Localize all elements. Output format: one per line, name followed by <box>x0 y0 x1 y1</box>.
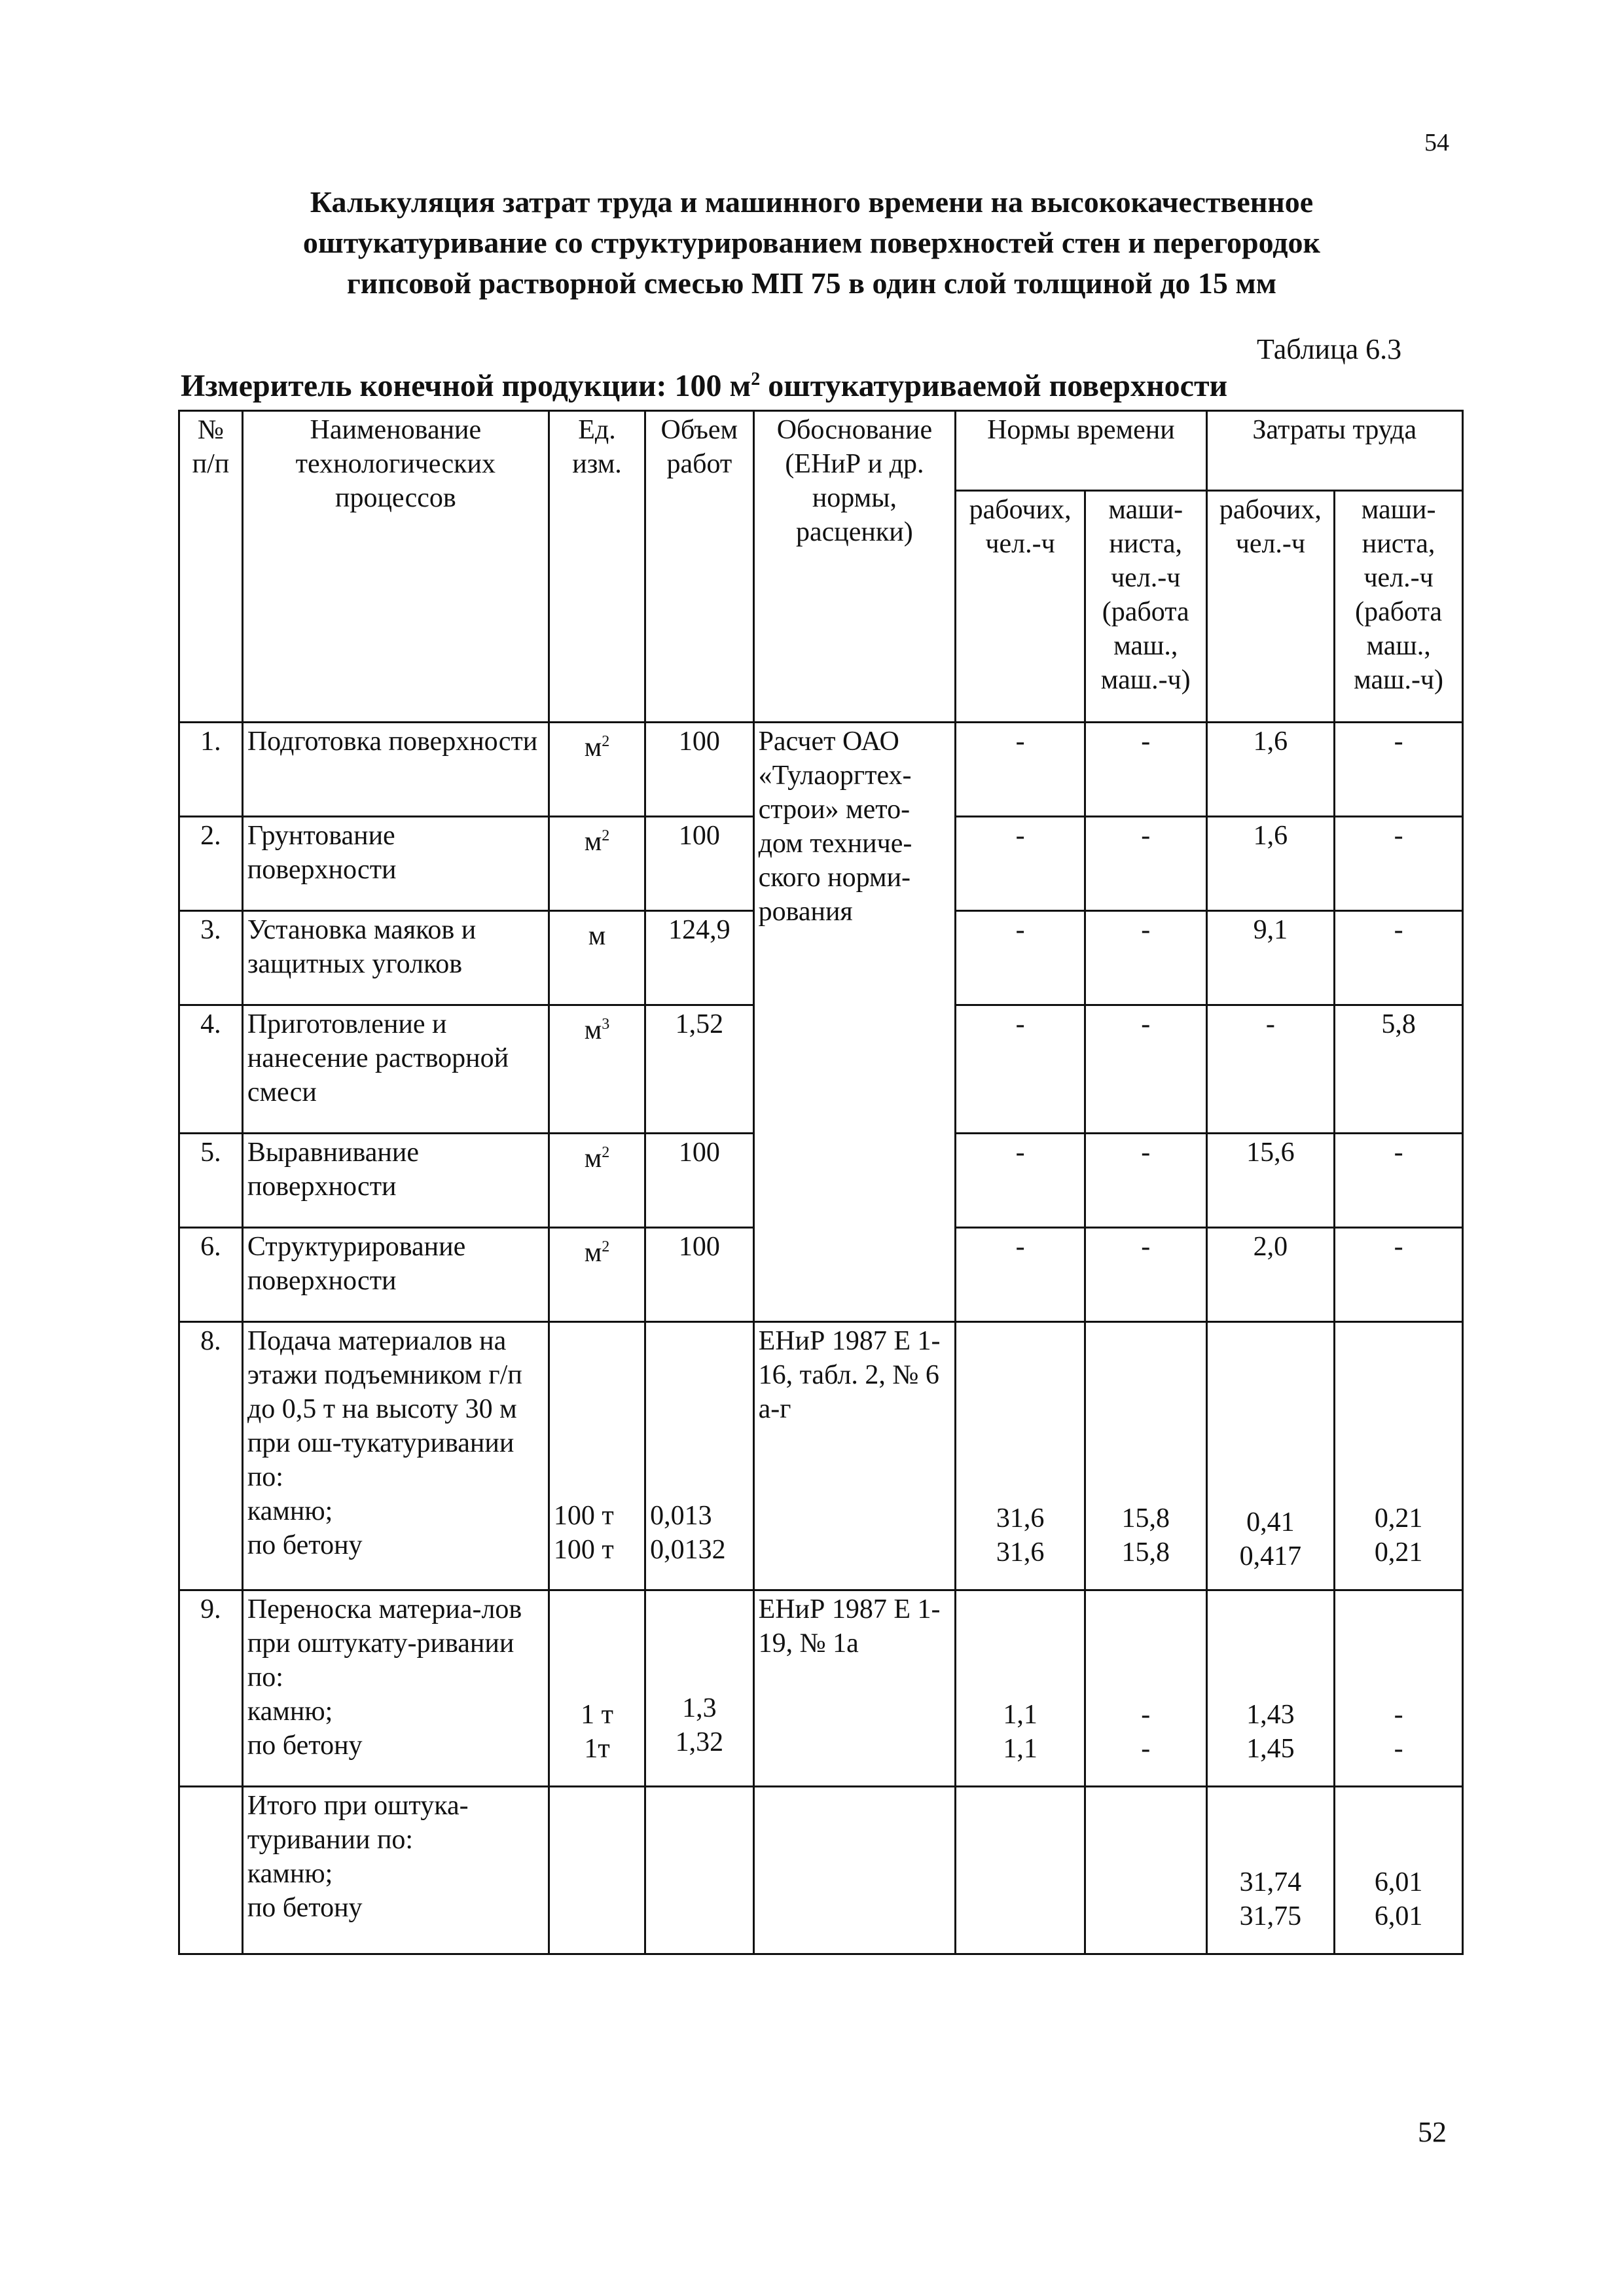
tw-b: 31,6 <box>996 1537 1045 1568</box>
unit-sup: 2 <box>602 827 610 844</box>
row-num: 9. <box>179 1590 243 1787</box>
lm-b: - <box>1394 1734 1403 1764</box>
row-volume: 1,52 <box>645 1005 753 1134</box>
row-name: Приготовление и нанесение растворной смеси <box>242 1005 549 1134</box>
row-basis-shared: Расчет ОАО «Тулаоргтех-строи» мето-дом техниче-ского норми-рования <box>753 723 956 1322</box>
row-name-a: камню; <box>247 1496 333 1526</box>
row-labor-workers: 15,6 <box>1206 1134 1335 1228</box>
row-time-workers: - <box>956 723 1085 817</box>
lw-b: 1,45 <box>1246 1734 1295 1764</box>
row-time-workers: - <box>956 1228 1085 1322</box>
row-labor-workers <box>1206 1322 1335 1590</box>
tw-b: 1,1 <box>1003 1734 1038 1764</box>
row-labor-machinist: - <box>1335 1134 1463 1228</box>
row-name: Грунтование поверхности <box>242 817 549 911</box>
row-time-machinist: - <box>1085 817 1206 911</box>
tm-b: 15,8 <box>1121 1537 1170 1568</box>
unit-b: 1т <box>584 1734 610 1764</box>
row-time-workers: - <box>956 817 1085 911</box>
unit-a: 100 т <box>553 1501 614 1531</box>
row-num: 8. <box>179 1322 243 1590</box>
row-name: Выравнивание поверхности <box>242 1134 549 1228</box>
total-volume <box>645 1787 753 1954</box>
unit-a: 1 т <box>581 1700 613 1730</box>
unit-text: м <box>584 1238 602 1268</box>
row-time-workers: - <box>956 911 1085 1005</box>
row-time-machinist <box>1085 1322 1206 1590</box>
row-name-b: по бетону <box>247 1731 363 1761</box>
row-volume: 100 <box>645 1134 753 1228</box>
row-time-workers <box>956 1322 1085 1590</box>
measure-sup: 2 <box>751 369 761 389</box>
header-basis: Обоснование (ЕНиР и др. нормы, расценки) <box>753 411 956 723</box>
unit-text: м <box>584 827 602 857</box>
lw-a: 31,74 <box>1239 1867 1302 1897</box>
vol-a: 1,3 <box>682 1693 717 1723</box>
labor-cost-table <box>178 410 1464 1955</box>
row-labor-machinist: - <box>1335 817 1463 911</box>
measure-prefix: Измеритель конечной продукции: 100 м <box>181 368 751 403</box>
row-name-b: по бетону <box>247 1530 363 1560</box>
row-labor-machinist <box>1335 1590 1463 1787</box>
row-unit <box>549 1005 645 1134</box>
header-name: Наименование технологических процессов <box>242 411 549 723</box>
row-labor-machinist <box>1335 1322 1463 1590</box>
measure-line <box>181 368 1227 404</box>
row-num: 5. <box>179 1134 243 1228</box>
tw-a: 1,1 <box>1003 1700 1038 1730</box>
row-labor-machinist: - <box>1335 1228 1463 1322</box>
lm-b: 6,01 <box>1374 1901 1423 1931</box>
total-time-workers <box>956 1787 1085 1954</box>
row-num: 4. <box>179 1005 243 1134</box>
tm-a: 15,8 <box>1121 1503 1170 1534</box>
row-volume <box>645 1322 753 1590</box>
header-time-norms: Нормы времени <box>956 411 1206 491</box>
lm-a: 6,01 <box>1374 1867 1423 1897</box>
row-num: 1. <box>179 723 243 817</box>
unit-sup: 2 <box>602 1144 610 1161</box>
row-time-workers: - <box>956 1134 1085 1228</box>
header-time-workers: рабочих, чел.-ч <box>956 491 1085 723</box>
table-label: Таблица 6.3 <box>1257 333 1402 365</box>
row-labor-machinist: - <box>1335 911 1463 1005</box>
total-unit <box>549 1787 645 1954</box>
lw-a: 0,41 <box>1246 1507 1295 1537</box>
total-name-b: по бетону <box>247 1893 363 1923</box>
row-labor-workers <box>1206 1590 1335 1787</box>
row-time-machinist <box>1085 1590 1206 1787</box>
page-number-top: 54 <box>1424 129 1449 156</box>
header-time-machinist: маши-ниста, чел.-ч (работа маш., маш.-ч) <box>1085 491 1206 723</box>
row-volume <box>645 1590 753 1787</box>
row-name-a: камню; <box>247 1696 333 1727</box>
row-unit <box>549 1134 645 1228</box>
row-name: Подготовка поверхности <box>242 723 549 817</box>
page-number-bottom: 52 <box>1418 2116 1447 2148</box>
row-num: 6. <box>179 1228 243 1322</box>
row-time-machinist: - <box>1085 1228 1206 1322</box>
total-num <box>179 1787 243 1954</box>
lm-a: - <box>1394 1700 1403 1730</box>
unit-sup: 2 <box>602 733 610 750</box>
unit-text: м <box>584 732 602 762</box>
row-name <box>242 1322 549 1590</box>
tm-a: - <box>1141 1700 1151 1730</box>
lw-b: 31,75 <box>1239 1901 1302 1931</box>
document-title <box>170 182 1453 304</box>
measure-suffix: оштукатуриваемой поверхности <box>760 368 1228 403</box>
row-unit <box>549 1322 645 1590</box>
table-row-8 <box>179 1322 1463 1590</box>
title-line-2: оштукатуривание со структурированием поверхностей стен и перегородок <box>302 226 1321 259</box>
unit-sup: 2 <box>602 1238 610 1255</box>
row-name-head: Переноска материа-лов при оштукату-ривании по: <box>247 1594 522 1693</box>
unit-sup: 3 <box>602 1016 610 1033</box>
row-num: 3. <box>179 911 243 1005</box>
row-name <box>242 1590 549 1787</box>
row-volume: 100 <box>645 1228 753 1322</box>
lm-a: 0,21 <box>1374 1503 1423 1534</box>
tm-b: - <box>1141 1734 1151 1764</box>
header-unit: Ед. изм. <box>549 411 645 723</box>
row-labor-workers: 9,1 <box>1206 911 1335 1005</box>
total-time-machinist <box>1085 1787 1206 1954</box>
row-labor-machinist: - <box>1335 723 1463 817</box>
row-labor-workers: 1,6 <box>1206 723 1335 817</box>
unit-b: 100 т <box>553 1535 614 1565</box>
row-name-head: Подача материалов на этажи подъемником г/п до 0,5 т на высоту 30 м при ош-тукатуривании по: <box>247 1326 522 1492</box>
row-volume: 100 <box>645 817 753 911</box>
total-labor-workers <box>1206 1787 1335 1954</box>
total-basis <box>753 1787 956 1954</box>
lw-b: 0,417 <box>1239 1541 1302 1571</box>
total-name-a: камню; <box>247 1859 333 1889</box>
header-labor-workers: рабочих, чел.-ч <box>1206 491 1335 723</box>
row-labor-workers: - <box>1206 1005 1335 1134</box>
row-basis: ЕНиР 1987 Е 1-16, табл. 2, № 6 а-г <box>753 1322 956 1590</box>
row-time-workers: - <box>956 1005 1085 1134</box>
row-unit <box>549 1590 645 1787</box>
title-line-3: гипсовой растворной смесью МП 75 в один слой толщиной до 15 мм <box>346 266 1277 300</box>
row-unit <box>549 723 645 817</box>
title-line-1: Калькуляция затрат труда и машинного времени на высококачественное <box>310 185 1314 219</box>
row-unit <box>549 817 645 911</box>
row-labor-workers: 1,6 <box>1206 817 1335 911</box>
row-unit <box>549 911 645 1005</box>
tw-a: 31,6 <box>996 1503 1045 1534</box>
row-name: Установка маяков и защитных уголков <box>242 911 549 1005</box>
row-labor-machinist: 5,8 <box>1335 1005 1463 1134</box>
row-time-machinist: - <box>1085 1134 1206 1228</box>
vol-b: 1,32 <box>675 1727 724 1757</box>
vol-b: 0,0132 <box>650 1535 726 1565</box>
lm-b: 0,21 <box>1374 1537 1423 1568</box>
table-row-9 <box>179 1590 1463 1787</box>
unit-text: м <box>584 1015 602 1045</box>
row-labor-workers: 2,0 <box>1206 1228 1335 1322</box>
table-row <box>179 723 1463 817</box>
row-num: 2. <box>179 817 243 911</box>
row-volume: 124,9 <box>645 911 753 1005</box>
row-time-workers <box>956 1590 1085 1787</box>
header-labor-machinist: маши-ниста, чел.-ч (работа маш., маш.-ч) <box>1335 491 1463 723</box>
unit-text: м <box>588 921 606 951</box>
header-volume: Объем работ <box>645 411 753 723</box>
total-labor-machinist <box>1335 1787 1463 1954</box>
row-time-machinist: - <box>1085 723 1206 817</box>
unit-text: м <box>584 1143 602 1174</box>
row-unit <box>549 1228 645 1322</box>
table-row-total <box>179 1787 1463 1954</box>
row-time-machinist: - <box>1085 911 1206 1005</box>
row-name: Структурирование поверхности <box>242 1228 549 1322</box>
header-labor: Затраты труда <box>1206 411 1462 491</box>
row-basis: ЕНиР 1987 Е 1-19, № 1а <box>753 1590 956 1787</box>
row-volume: 100 <box>645 723 753 817</box>
vol-a: 0,013 <box>650 1501 712 1531</box>
total-name <box>242 1787 549 1954</box>
lw-a: 1,43 <box>1246 1700 1295 1730</box>
row-time-machinist: - <box>1085 1005 1206 1134</box>
header-num: № п/п <box>179 411 243 723</box>
total-name-head: Итого при оштука-туривании по: <box>247 1791 469 1855</box>
